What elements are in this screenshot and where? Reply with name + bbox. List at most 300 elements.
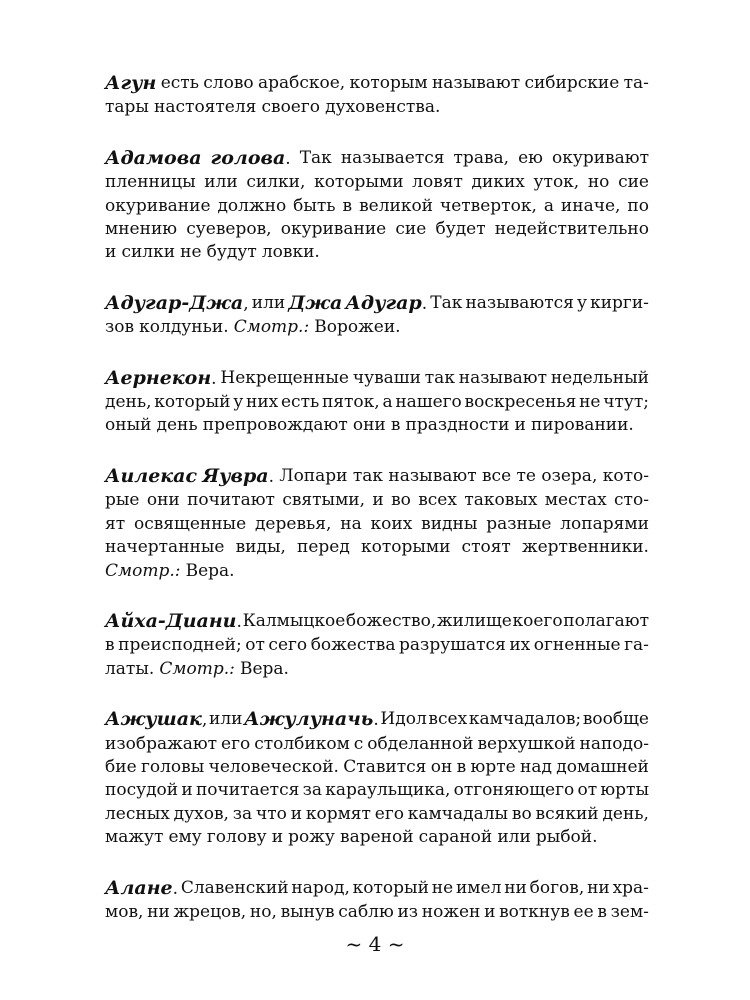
word (187, 489, 275, 512)
word-text: окуривают (551, 147, 649, 168)
word-text: его (374, 803, 404, 824)
word (515, 414, 526, 437)
word (161, 72, 199, 96)
text-line (105, 96, 649, 119)
word (105, 147, 202, 171)
word (456, 877, 501, 901)
text-line (105, 708, 649, 732)
word (211, 147, 291, 171)
word-text: уток, (533, 172, 580, 193)
word-text: и (372, 490, 384, 511)
word-text: быть (293, 195, 336, 216)
word-text: над (520, 756, 552, 777)
word (203, 72, 253, 96)
word-text: преисподней; (118, 635, 242, 656)
word (536, 803, 599, 826)
word (105, 901, 143, 924)
word-text: который (154, 392, 231, 413)
word (432, 72, 520, 96)
word-text: отгоняющего (453, 780, 575, 801)
word-text: лопарями (560, 513, 649, 534)
word (250, 901, 277, 924)
word-text: которыми (314, 172, 404, 193)
text-line (105, 171, 649, 194)
word-text: га- (624, 635, 649, 656)
word-text: почитается (195, 780, 300, 801)
word-text: тары (105, 97, 149, 118)
word (397, 901, 418, 924)
word (454, 147, 510, 171)
word (180, 241, 201, 264)
text-line (105, 414, 649, 437)
word-text: от (245, 635, 265, 656)
headword: Агун (105, 72, 157, 94)
word (105, 489, 139, 512)
text-line (105, 826, 649, 849)
word-text: называют (458, 367, 547, 388)
word (159, 658, 234, 681)
word (531, 414, 634, 437)
word (482, 465, 511, 489)
text-line (105, 733, 649, 756)
word-text: сибирские (524, 73, 620, 93)
headword: голова (210, 146, 286, 169)
word (435, 218, 485, 241)
word-text: всех (428, 709, 468, 730)
cross-reference-label: Смотр.: (105, 560, 181, 581)
word-text: Ставится (343, 756, 427, 777)
word-text: Лопари (279, 465, 348, 486)
word (202, 465, 274, 489)
word (281, 218, 387, 241)
word (105, 171, 196, 194)
word (428, 708, 467, 732)
word (338, 901, 394, 924)
word (105, 391, 152, 414)
word (536, 826, 598, 849)
word-text: а (382, 392, 393, 413)
word-text: в (456, 756, 467, 777)
word (340, 513, 361, 536)
dictionary-entry-azhushak (105, 708, 649, 849)
word-text: кирги- (590, 292, 649, 313)
word-text: есть (160, 73, 199, 93)
word-text: них (246, 392, 279, 413)
word (134, 513, 246, 536)
dictionary-entry-adugar-dzha (105, 292, 649, 340)
word (613, 877, 649, 901)
word (105, 96, 149, 119)
word-text: пяток, (321, 392, 380, 413)
word (353, 465, 383, 489)
word-text: за (232, 803, 253, 824)
word (518, 147, 543, 171)
word-text: . (211, 368, 217, 389)
word (574, 901, 594, 924)
word (391, 489, 411, 512)
word-text: окуривание (105, 195, 211, 216)
word (121, 241, 175, 264)
word-text: , (243, 293, 249, 314)
word (440, 195, 537, 218)
word-text: мнению (105, 219, 178, 240)
word (600, 779, 649, 802)
dictionary-entry-agun (105, 72, 649, 120)
word-text: всякий (535, 803, 599, 824)
word (587, 877, 610, 901)
word-text: во (511, 803, 532, 824)
word-text: . (285, 148, 291, 169)
word (551, 367, 649, 391)
word (196, 779, 299, 802)
word (388, 465, 476, 489)
word (105, 367, 217, 391)
word (552, 147, 649, 171)
word (139, 316, 228, 339)
word (399, 634, 506, 657)
word (471, 756, 516, 779)
word (454, 779, 575, 802)
word (181, 877, 289, 901)
word (268, 634, 307, 657)
word-text: своего (261, 97, 321, 118)
word (534, 634, 621, 657)
word (345, 292, 427, 316)
word-text: . (172, 878, 179, 899)
cross-reference-label: Смотр.: (159, 658, 235, 679)
word-text: имел (455, 877, 502, 898)
word (353, 414, 386, 437)
word-text: четверток, (439, 195, 537, 216)
word (261, 96, 320, 119)
text-line (105, 195, 649, 218)
word (517, 465, 536, 489)
text-line (105, 536, 649, 559)
word (105, 560, 180, 583)
word (408, 803, 508, 826)
word-text: день, (602, 803, 649, 824)
text-line (105, 803, 649, 826)
dictionary-entry-aernekon (105, 367, 649, 438)
word (563, 610, 649, 634)
word-text: местах (544, 490, 607, 511)
word (462, 536, 511, 559)
word-text: . (268, 466, 275, 487)
word (303, 779, 322, 802)
word (346, 610, 436, 634)
word-text: Калмыцкое (242, 610, 346, 631)
word-text: . (236, 611, 242, 632)
word (105, 658, 154, 681)
word (499, 901, 570, 924)
headword: Яувра (202, 464, 269, 487)
word-text: слово (203, 73, 254, 93)
word-text: бие (105, 756, 137, 777)
word-text: деревья, (254, 513, 332, 534)
word (469, 708, 581, 732)
word-text: великой (359, 195, 434, 216)
word-text: латы. (105, 658, 155, 679)
word (375, 803, 404, 826)
word-text: богов, (529, 877, 585, 898)
word (240, 658, 289, 681)
word (105, 610, 242, 634)
word (465, 391, 577, 414)
word (186, 560, 235, 583)
word (293, 195, 335, 218)
word-text: полагают (563, 610, 649, 631)
word-text: должно (217, 195, 287, 216)
word (509, 634, 530, 657)
word-text: будут (206, 242, 257, 263)
word-text: саблю (338, 901, 394, 922)
text-line (105, 756, 649, 779)
word (421, 513, 477, 536)
word-text: зов (105, 317, 135, 338)
word-text: у (576, 292, 587, 313)
word (431, 756, 453, 779)
headword: Ажушак (105, 708, 202, 731)
headword: Алане (105, 876, 173, 899)
word (169, 826, 202, 849)
word-text: называют (388, 465, 477, 486)
word-text: сие (618, 172, 649, 193)
text-line (105, 316, 649, 339)
word-text: праздности (405, 415, 510, 436)
word-text: силки (121, 242, 176, 263)
word (256, 803, 287, 826)
word-text: обделанной (367, 733, 474, 754)
word-text: ее (573, 901, 594, 922)
word-text: иначе, (560, 195, 621, 216)
word-text: народ, (291, 877, 350, 898)
word-text: огненные (533, 635, 621, 656)
word-text: наподо- (579, 733, 649, 754)
word-text: рожу (288, 827, 335, 848)
word (391, 414, 401, 437)
word (252, 292, 285, 316)
text-line (105, 489, 649, 512)
text-line (105, 634, 649, 657)
word (477, 733, 575, 756)
word (541, 465, 597, 489)
word (618, 171, 649, 194)
headword: Адугар (345, 291, 422, 314)
word (105, 733, 217, 756)
word-text: что (255, 803, 287, 824)
word (105, 877, 178, 901)
word-text: они (352, 415, 386, 436)
word (524, 72, 619, 96)
text-line (105, 610, 649, 634)
word-text: и (271, 827, 284, 848)
word-text: почитают (187, 490, 275, 511)
word-text: называют (431, 73, 521, 93)
word (459, 367, 547, 391)
word-text: называются (465, 292, 574, 313)
word (425, 367, 455, 391)
word (520, 756, 552, 779)
text-line (105, 465, 649, 489)
word-text: ни (504, 877, 527, 898)
text-line (105, 147, 649, 171)
word (522, 536, 649, 559)
word (243, 610, 346, 634)
word (627, 195, 649, 218)
word-text: коего (512, 610, 563, 631)
word (314, 316, 400, 339)
word-text: по (627, 195, 649, 216)
word-text: домашней (556, 756, 649, 777)
word (279, 465, 347, 489)
word (154, 391, 230, 414)
word-text: или (497, 827, 531, 848)
word-text: Так (430, 292, 463, 313)
word-text: вареной (340, 827, 414, 848)
word-text: суеверов, (186, 219, 272, 240)
word (254, 733, 350, 756)
word (233, 391, 243, 414)
word (412, 171, 463, 194)
word (105, 218, 177, 241)
word-text: ни (587, 877, 610, 898)
word-text: его (221, 733, 251, 754)
word-text: Вера. (239, 658, 289, 679)
dictionary-entry-aikha-diani (105, 610, 649, 681)
word-text: которым (349, 73, 428, 93)
word (291, 803, 302, 826)
word (611, 901, 649, 924)
word-text: пировании. (530, 415, 634, 436)
word (258, 72, 345, 96)
word-text: духов, (173, 803, 229, 824)
word-text: недействительно (494, 219, 649, 240)
word-text: воткнув (499, 901, 570, 922)
word-text: будет (435, 219, 486, 240)
word-text: та- (623, 73, 649, 93)
word-text: рыбой. (535, 827, 598, 848)
word (603, 391, 649, 414)
word (204, 171, 237, 194)
word-text: озера, (541, 465, 598, 486)
word-text: изображают (105, 733, 218, 754)
text-line (105, 367, 649, 391)
word-text: мажут (105, 827, 164, 848)
word-text: . (373, 710, 379, 731)
word (577, 292, 587, 316)
word (325, 96, 440, 119)
headword: Джа (288, 291, 343, 314)
word-text: разрушатся (399, 635, 506, 656)
word-text: от (577, 780, 598, 801)
word-text: у (233, 392, 244, 413)
word-text: Славенский (180, 877, 289, 898)
word-text: сто- (614, 490, 649, 511)
word (484, 901, 495, 924)
word (105, 465, 197, 489)
word (203, 414, 348, 437)
word (236, 536, 286, 559)
word-text: не (180, 242, 202, 263)
word (590, 292, 649, 316)
word-text: их (509, 635, 531, 656)
word-text: перед (297, 537, 350, 558)
word (343, 195, 353, 218)
text-line (105, 901, 649, 924)
word-text: и (484, 901, 496, 922)
word (556, 756, 649, 779)
word (418, 489, 457, 512)
word (105, 803, 170, 826)
word-text: стоят (461, 537, 511, 558)
word-text: чуваши (352, 367, 421, 388)
dictionary-entry-adamova-golova (105, 147, 649, 265)
word (105, 536, 224, 559)
word-text: и (181, 780, 193, 801)
word-text: день (156, 415, 198, 436)
word (354, 733, 364, 756)
word-text: духовенства. (325, 97, 441, 118)
word (105, 513, 125, 536)
word (353, 367, 421, 391)
word (545, 489, 607, 512)
word-text: есть (280, 392, 320, 413)
word (105, 756, 137, 779)
headword: Адугар-Джа (105, 291, 244, 314)
word (207, 826, 267, 849)
dictionary-entry-ailekas-yauvra (105, 465, 649, 583)
word-text: мов, (105, 901, 144, 922)
word-text: вообще (582, 709, 649, 730)
word-text: рые (105, 490, 140, 511)
word (457, 756, 467, 779)
word-text: коих (370, 513, 413, 534)
word (437, 610, 512, 634)
word-text: караульщика, (325, 780, 451, 801)
text-line (105, 658, 649, 681)
word (281, 901, 335, 924)
word (340, 826, 414, 849)
word-text: лесных (105, 803, 170, 824)
word-text: божество, (345, 610, 437, 631)
word-text: недельный (550, 367, 649, 388)
word-text: хра- (612, 877, 649, 898)
word (577, 779, 597, 802)
word (372, 489, 383, 512)
word (371, 513, 413, 536)
word-text: так (424, 367, 455, 388)
word (300, 147, 332, 171)
word (118, 634, 242, 657)
word-text: нашего (395, 392, 462, 413)
page-number: ~ 4 ~ (345, 932, 405, 956)
word (497, 826, 530, 849)
word-text: за (302, 780, 322, 801)
word (154, 96, 256, 119)
word-text: но, (249, 901, 277, 922)
word (395, 218, 426, 241)
word-text: и (290, 803, 303, 824)
word-text: разные (486, 513, 552, 534)
word (486, 513, 551, 536)
word (105, 414, 151, 437)
word (603, 465, 649, 489)
word-text: ею (518, 147, 543, 168)
word-text: юрты (600, 780, 649, 801)
word (186, 218, 271, 241)
text-line (105, 72, 649, 96)
word (181, 779, 192, 802)
